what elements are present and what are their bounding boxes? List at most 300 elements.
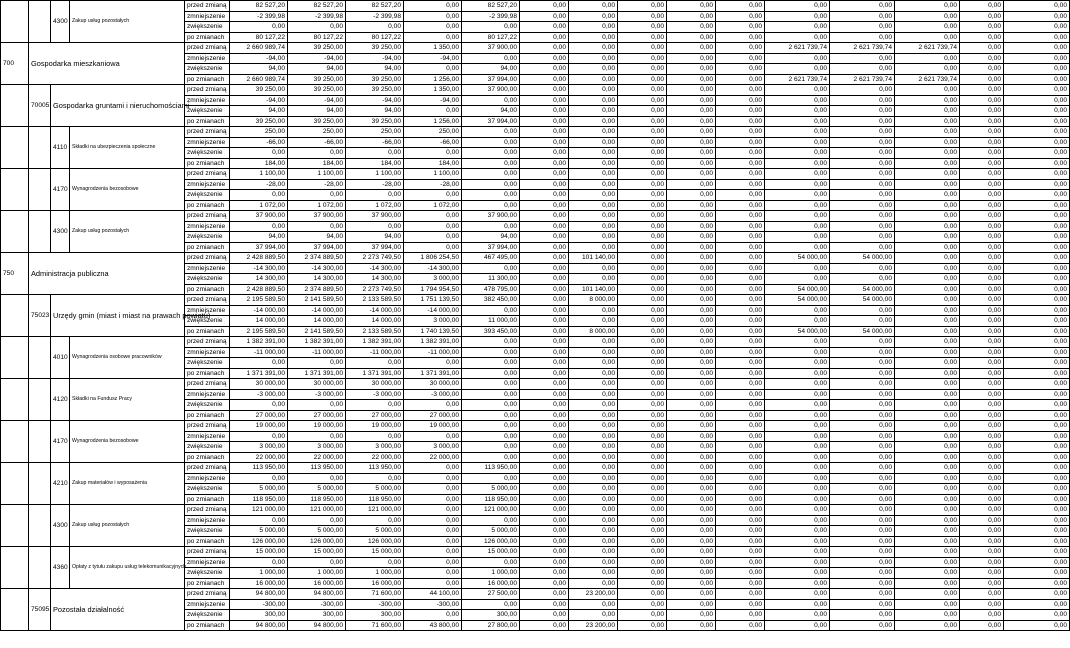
amount-cell: -3 000,00 bbox=[346, 389, 404, 400]
amount-cell: 0,00 bbox=[716, 473, 765, 484]
amount-cell: 2 621 739,74 bbox=[830, 43, 895, 54]
amount-cell: 0,00 bbox=[895, 389, 960, 400]
amount-cell: 37 994,00 bbox=[462, 242, 520, 253]
amount-cell: -11 000,00 bbox=[230, 347, 288, 358]
amount-cell: 0,00 bbox=[667, 53, 716, 64]
amount-cell: 0,00 bbox=[765, 610, 830, 621]
amount-cell: -94,00 bbox=[288, 95, 346, 106]
amount-cell: 0,00 bbox=[960, 557, 1004, 568]
dzial-cell bbox=[1, 169, 29, 211]
rozdzial-cell: 75095 bbox=[29, 589, 51, 631]
amount-cell: 0,00 bbox=[462, 263, 520, 274]
amount-cell: 15 000,00 bbox=[462, 547, 520, 558]
amount-cell: 0,00 bbox=[618, 190, 667, 201]
amount-cell: 0,00 bbox=[569, 515, 618, 526]
amount-cell: 0,00 bbox=[404, 473, 462, 484]
amount-cell: 0,00 bbox=[830, 127, 895, 138]
amount-cell: 0,00 bbox=[830, 211, 895, 222]
amount-cell: 0,00 bbox=[618, 137, 667, 148]
amount-cell: 0,00 bbox=[765, 568, 830, 579]
amount-cell: 0,00 bbox=[716, 127, 765, 138]
amount-cell: 0,00 bbox=[830, 22, 895, 33]
amount-cell: 0,00 bbox=[462, 137, 520, 148]
amount-cell: 0,00 bbox=[765, 211, 830, 222]
amount-cell: 3 000,00 bbox=[404, 274, 462, 285]
amount-cell: 0,00 bbox=[569, 568, 618, 579]
amount-cell: 0,00 bbox=[569, 85, 618, 96]
table-row bbox=[1, 505, 1070, 516]
amount-cell: 0,00 bbox=[716, 599, 765, 610]
amount-cell: 0,00 bbox=[667, 32, 716, 43]
amount-cell: 0,00 bbox=[895, 127, 960, 138]
amount-cell: 0,00 bbox=[765, 389, 830, 400]
amount-cell: 54 000,00 bbox=[765, 326, 830, 337]
amount-cell: 0,00 bbox=[1004, 337, 1070, 348]
amount-cell: 0,00 bbox=[404, 242, 462, 253]
change-type-label: zmniejszenie bbox=[185, 473, 230, 484]
amount-cell: -300,00 bbox=[288, 599, 346, 610]
amount-cell: 0,00 bbox=[569, 221, 618, 232]
amount-cell: 0,00 bbox=[1004, 358, 1070, 369]
amount-cell: 0,00 bbox=[569, 305, 618, 316]
amount-cell: 0,00 bbox=[462, 452, 520, 463]
amount-cell: -11 000,00 bbox=[346, 347, 404, 358]
amount-cell: 113 950,00 bbox=[346, 463, 404, 474]
amount-cell: 0,00 bbox=[765, 305, 830, 316]
amount-cell: 0,00 bbox=[230, 557, 288, 568]
change-type-label: po zmianach bbox=[185, 242, 230, 253]
amount-cell: 0,00 bbox=[667, 284, 716, 295]
change-type-label: zwiększenie bbox=[185, 526, 230, 537]
paragraf-cell: 4010 bbox=[51, 337, 70, 379]
amount-cell: 0,00 bbox=[462, 421, 520, 432]
amount-cell: 0,00 bbox=[765, 1, 830, 12]
amount-cell: -66,00 bbox=[346, 137, 404, 148]
amount-cell: 2 195 589,50 bbox=[230, 295, 288, 306]
amount-cell: 0,00 bbox=[960, 232, 1004, 243]
amount-cell: 0,00 bbox=[618, 326, 667, 337]
amount-cell: 82 527,20 bbox=[462, 1, 520, 12]
amount-cell: 0,00 bbox=[667, 106, 716, 117]
amount-cell: 94,00 bbox=[230, 232, 288, 243]
amount-cell: 0,00 bbox=[765, 547, 830, 558]
amount-cell: -2 399,98 bbox=[346, 11, 404, 22]
change-type-label: zmniejszenie bbox=[185, 179, 230, 190]
amount-cell: 14 300,00 bbox=[230, 274, 288, 285]
amount-cell: 0,00 bbox=[462, 379, 520, 390]
amount-cell: 0,00 bbox=[895, 116, 960, 127]
amount-cell: 0,00 bbox=[1004, 22, 1070, 33]
amount-cell: 0,00 bbox=[895, 400, 960, 411]
amount-cell: 37 900,00 bbox=[288, 211, 346, 222]
amount-cell: 0,00 bbox=[895, 232, 960, 243]
amount-cell: 1 100,00 bbox=[346, 169, 404, 180]
amount-cell: 0,00 bbox=[520, 463, 569, 474]
amount-cell: 0,00 bbox=[462, 22, 520, 33]
amount-cell: 0,00 bbox=[618, 253, 667, 264]
amount-cell: 0,00 bbox=[462, 347, 520, 358]
amount-cell: 0,00 bbox=[716, 116, 765, 127]
amount-cell: 0,00 bbox=[895, 137, 960, 148]
amount-cell: 0,00 bbox=[569, 263, 618, 274]
amount-cell: 0,00 bbox=[462, 410, 520, 421]
amount-cell: 0,00 bbox=[960, 106, 1004, 117]
amount-cell: 0,00 bbox=[346, 148, 404, 159]
change-type-label: po zmianach bbox=[185, 326, 230, 337]
amount-cell: 0,00 bbox=[716, 347, 765, 358]
amount-cell: 0,00 bbox=[716, 11, 765, 22]
amount-cell: 0,00 bbox=[569, 158, 618, 169]
amount-cell: 0,00 bbox=[716, 221, 765, 232]
amount-cell: -14 000,00 bbox=[346, 305, 404, 316]
amount-cell: 37 900,00 bbox=[346, 211, 404, 222]
amount-cell: 0,00 bbox=[765, 578, 830, 589]
amount-cell: 0,00 bbox=[895, 578, 960, 589]
amount-cell: -14 300,00 bbox=[404, 263, 462, 274]
amount-cell: -66,00 bbox=[288, 137, 346, 148]
amount-cell: 0,00 bbox=[520, 620, 569, 631]
amount-cell: 0,00 bbox=[1004, 179, 1070, 190]
amount-cell: 0,00 bbox=[960, 599, 1004, 610]
amount-cell: 0,00 bbox=[618, 200, 667, 211]
amount-cell: 0,00 bbox=[960, 11, 1004, 22]
item-name-cell: Gospodarka mieszkaniowa bbox=[29, 43, 185, 85]
amount-cell: 0,00 bbox=[830, 389, 895, 400]
amount-cell: 0,00 bbox=[960, 74, 1004, 85]
change-type-label: zmniejszenie bbox=[185, 431, 230, 442]
amount-cell: 0,00 bbox=[520, 22, 569, 33]
amount-cell: 0,00 bbox=[716, 505, 765, 516]
change-type-label: zmniejszenie bbox=[185, 305, 230, 316]
rozdzial-cell bbox=[29, 1, 51, 43]
amount-cell: 0,00 bbox=[569, 232, 618, 243]
amount-cell: 0,00 bbox=[667, 473, 716, 484]
amount-cell: 0,00 bbox=[830, 589, 895, 600]
change-type-label: po zmianach bbox=[185, 368, 230, 379]
amount-cell: 0,00 bbox=[520, 358, 569, 369]
amount-cell: 0,00 bbox=[895, 547, 960, 558]
amount-cell: 0,00 bbox=[765, 316, 830, 327]
amount-cell: -300,00 bbox=[230, 599, 288, 610]
amount-cell: 0,00 bbox=[520, 589, 569, 600]
item-name-cell: Zakup materiałów i wyposażenia bbox=[70, 463, 185, 505]
amount-cell: 0,00 bbox=[520, 557, 569, 568]
amount-cell: 0,00 bbox=[520, 347, 569, 358]
amount-cell: 1 751 139,50 bbox=[404, 295, 462, 306]
change-type-label: zmniejszenie bbox=[185, 515, 230, 526]
amount-cell: -11 000,00 bbox=[404, 347, 462, 358]
amount-cell: 16 000,00 bbox=[462, 578, 520, 589]
amount-cell: 118 950,00 bbox=[230, 494, 288, 505]
change-type-label: przed zmianą bbox=[185, 85, 230, 96]
amount-cell: 0,00 bbox=[1004, 242, 1070, 253]
amount-cell: -28,00 bbox=[288, 179, 346, 190]
amount-cell: 22 000,00 bbox=[346, 452, 404, 463]
amount-cell: 0,00 bbox=[765, 368, 830, 379]
amount-cell: 0,00 bbox=[1004, 410, 1070, 421]
change-type-label: po zmianach bbox=[185, 32, 230, 43]
amount-cell: 0,00 bbox=[1004, 473, 1070, 484]
amount-cell: 0,00 bbox=[1004, 284, 1070, 295]
amount-cell: 0,00 bbox=[520, 169, 569, 180]
amount-cell: 0,00 bbox=[716, 557, 765, 568]
amount-cell: 71 600,00 bbox=[346, 589, 404, 600]
amount-cell: 0,00 bbox=[520, 137, 569, 148]
amount-cell: 0,00 bbox=[230, 190, 288, 201]
amount-cell: 0,00 bbox=[716, 106, 765, 117]
amount-cell: -28,00 bbox=[346, 179, 404, 190]
amount-cell: 2 133 589,50 bbox=[346, 295, 404, 306]
amount-cell: 0,00 bbox=[569, 211, 618, 222]
dzial-cell bbox=[1, 85, 29, 127]
amount-cell: 16 000,00 bbox=[288, 578, 346, 589]
amount-cell: 0,00 bbox=[716, 305, 765, 316]
amount-cell: 0,00 bbox=[667, 295, 716, 306]
amount-cell: 0,00 bbox=[960, 463, 1004, 474]
amount-cell: 0,00 bbox=[520, 316, 569, 327]
amount-cell: 0,00 bbox=[520, 547, 569, 558]
change-type-label: zwiększenie bbox=[185, 274, 230, 285]
amount-cell: 0,00 bbox=[520, 53, 569, 64]
amount-cell: 478 795,00 bbox=[462, 284, 520, 295]
amount-cell: 0,00 bbox=[716, 463, 765, 474]
amount-cell: 126 000,00 bbox=[346, 536, 404, 547]
amount-cell: 0,00 bbox=[404, 484, 462, 495]
amount-cell: 0,00 bbox=[569, 22, 618, 33]
amount-cell: 0,00 bbox=[667, 589, 716, 600]
amount-cell: 22 000,00 bbox=[288, 452, 346, 463]
amount-cell: 94,00 bbox=[288, 64, 346, 75]
amount-cell: 0,00 bbox=[960, 389, 1004, 400]
amount-cell: 0,00 bbox=[960, 620, 1004, 631]
amount-cell: 94,00 bbox=[288, 106, 346, 117]
change-type-label: przed zmianą bbox=[185, 43, 230, 54]
amount-cell: 0,00 bbox=[404, 515, 462, 526]
amount-cell: 0,00 bbox=[895, 515, 960, 526]
amount-cell: 0,00 bbox=[895, 1, 960, 12]
amount-cell: 0,00 bbox=[462, 148, 520, 159]
change-type-label: zwiększenie bbox=[185, 610, 230, 621]
amount-cell: -14 300,00 bbox=[230, 263, 288, 274]
amount-cell: 0,00 bbox=[1004, 599, 1070, 610]
amount-cell: 0,00 bbox=[667, 85, 716, 96]
amount-cell: 0,00 bbox=[667, 505, 716, 516]
amount-cell: 0,00 bbox=[618, 263, 667, 274]
amount-cell: 0,00 bbox=[830, 169, 895, 180]
amount-cell: 0,00 bbox=[288, 358, 346, 369]
amount-cell: 0,00 bbox=[716, 200, 765, 211]
amount-cell: 0,00 bbox=[569, 536, 618, 547]
amount-cell: 0,00 bbox=[830, 148, 895, 159]
item-name-cell: Wynagrodzenia osobowe pracowników bbox=[70, 337, 185, 379]
amount-cell: 0,00 bbox=[716, 274, 765, 285]
change-type-label: przed zmianą bbox=[185, 127, 230, 138]
item-name-cell: Składki na ubezpieczenia społeczne bbox=[70, 127, 185, 169]
amount-cell: 0,00 bbox=[895, 431, 960, 442]
amount-cell: 0,00 bbox=[1004, 95, 1070, 106]
amount-cell: 0,00 bbox=[618, 473, 667, 484]
amount-cell: 0,00 bbox=[618, 127, 667, 138]
amount-cell: 0,00 bbox=[618, 610, 667, 621]
amount-cell: 0,00 bbox=[765, 526, 830, 537]
amount-cell: 0,00 bbox=[830, 505, 895, 516]
amount-cell: 0,00 bbox=[716, 494, 765, 505]
amount-cell: 0,00 bbox=[520, 536, 569, 547]
amount-cell: 0,00 bbox=[618, 43, 667, 54]
amount-cell: 0,00 bbox=[895, 64, 960, 75]
change-type-label: zmniejszenie bbox=[185, 599, 230, 610]
amount-cell: 94 800,00 bbox=[230, 589, 288, 600]
amount-cell: 2 621 739,74 bbox=[830, 74, 895, 85]
change-type-label: po zmianach bbox=[185, 578, 230, 589]
amount-cell: 0,00 bbox=[569, 389, 618, 400]
amount-cell: -94,00 bbox=[230, 53, 288, 64]
amount-cell: 0,00 bbox=[960, 1, 1004, 12]
amount-cell: 54 000,00 bbox=[765, 284, 830, 295]
amount-cell: 0,00 bbox=[462, 305, 520, 316]
amount-cell: 0,00 bbox=[895, 221, 960, 232]
amount-cell: 0,00 bbox=[960, 610, 1004, 621]
amount-cell: 19 000,00 bbox=[346, 421, 404, 432]
amount-cell: 0,00 bbox=[895, 242, 960, 253]
amount-cell: 0,00 bbox=[1004, 505, 1070, 516]
amount-cell: 0,00 bbox=[288, 221, 346, 232]
amount-cell: 0,00 bbox=[520, 326, 569, 337]
amount-cell: 0,00 bbox=[895, 463, 960, 474]
amount-cell: 0,00 bbox=[618, 221, 667, 232]
amount-cell: 0,00 bbox=[520, 253, 569, 264]
item-name-cell: Urzędy gmin (miast i miast na prawach powiatu) bbox=[51, 295, 185, 337]
amount-cell: 0,00 bbox=[716, 1, 765, 12]
amount-cell: 0,00 bbox=[830, 568, 895, 579]
amount-cell: 19 000,00 bbox=[404, 421, 462, 432]
amount-cell: 0,00 bbox=[569, 452, 618, 463]
change-type-label: po zmianach bbox=[185, 536, 230, 547]
change-type-label: zwiększenie bbox=[185, 106, 230, 117]
amount-cell: 0,00 bbox=[569, 274, 618, 285]
amount-cell: 0,00 bbox=[404, 11, 462, 22]
amount-cell: 0,00 bbox=[830, 536, 895, 547]
amount-cell: 0,00 bbox=[667, 431, 716, 442]
dzial-cell: 750 bbox=[1, 253, 29, 295]
amount-cell: 0,00 bbox=[618, 32, 667, 43]
amount-cell: 0,00 bbox=[765, 337, 830, 348]
paragraf-cell: 4210 bbox=[51, 463, 70, 505]
amount-cell: 2 141 589,50 bbox=[288, 295, 346, 306]
amount-cell: 2 195 589,50 bbox=[230, 326, 288, 337]
amount-cell: 2 621 739,74 bbox=[765, 43, 830, 54]
amount-cell: 0,00 bbox=[230, 431, 288, 442]
amount-cell: 0,00 bbox=[960, 242, 1004, 253]
amount-cell: 3 000,00 bbox=[346, 442, 404, 453]
amount-cell: 0,00 bbox=[667, 494, 716, 505]
amount-cell: 0,00 bbox=[569, 127, 618, 138]
amount-cell: 0,00 bbox=[520, 431, 569, 442]
change-type-label: zwiększenie bbox=[185, 148, 230, 159]
amount-cell: 0,00 bbox=[716, 95, 765, 106]
amount-cell: 1 000,00 bbox=[288, 568, 346, 579]
amount-cell: 0,00 bbox=[830, 599, 895, 610]
amount-cell: 0,00 bbox=[830, 190, 895, 201]
amount-cell: 0,00 bbox=[765, 190, 830, 201]
amount-cell: 300,00 bbox=[230, 610, 288, 621]
amount-cell: 0,00 bbox=[895, 22, 960, 33]
amount-cell: 39 250,00 bbox=[346, 116, 404, 127]
amount-cell: 0,00 bbox=[618, 305, 667, 316]
amount-cell: 0,00 bbox=[462, 200, 520, 211]
amount-cell: -2 399,98 bbox=[288, 11, 346, 22]
amount-cell: 0,00 bbox=[830, 473, 895, 484]
amount-cell: 3 000,00 bbox=[288, 442, 346, 453]
amount-cell: 0,00 bbox=[830, 379, 895, 390]
amount-cell: 0,00 bbox=[520, 400, 569, 411]
amount-cell: 27 000,00 bbox=[404, 410, 462, 421]
amount-cell: 37 994,00 bbox=[288, 242, 346, 253]
amount-cell: 0,00 bbox=[830, 274, 895, 285]
amount-cell: 1 371 391,00 bbox=[346, 368, 404, 379]
amount-cell: 0,00 bbox=[1004, 74, 1070, 85]
amount-cell: 0,00 bbox=[520, 368, 569, 379]
amount-cell: 0,00 bbox=[765, 263, 830, 274]
change-type-label: przed zmianą bbox=[185, 421, 230, 432]
table-row bbox=[1, 379, 1070, 390]
amount-cell: 0,00 bbox=[830, 32, 895, 43]
amount-cell: 0,00 bbox=[895, 169, 960, 180]
amount-cell: 0,00 bbox=[404, 557, 462, 568]
amount-cell: 0,00 bbox=[618, 463, 667, 474]
amount-cell: 80 127,22 bbox=[346, 32, 404, 43]
amount-cell: 0,00 bbox=[520, 1, 569, 12]
amount-cell: 0,00 bbox=[716, 53, 765, 64]
amount-cell: 0,00 bbox=[895, 211, 960, 222]
amount-cell: 16 000,00 bbox=[230, 578, 288, 589]
amount-cell: 0,00 bbox=[895, 526, 960, 537]
amount-cell: 0,00 bbox=[520, 95, 569, 106]
amount-cell: 0,00 bbox=[618, 85, 667, 96]
amount-cell: 0,00 bbox=[765, 158, 830, 169]
change-type-label: przed zmianą bbox=[185, 547, 230, 558]
amount-cell: 0,00 bbox=[765, 557, 830, 568]
amount-cell: 0,00 bbox=[667, 190, 716, 201]
change-type-label: zwiększenie bbox=[185, 22, 230, 33]
amount-cell: 0,00 bbox=[230, 22, 288, 33]
amount-cell: 0,00 bbox=[569, 106, 618, 117]
amount-cell: 0,00 bbox=[716, 284, 765, 295]
amount-cell: 0,00 bbox=[895, 442, 960, 453]
amount-cell: 0,00 bbox=[895, 368, 960, 379]
dzial-cell bbox=[1, 127, 29, 169]
amount-cell: 0,00 bbox=[1004, 211, 1070, 222]
item-name-cell: Zakup usług pozostałych bbox=[70, 211, 185, 253]
amount-cell: 0,00 bbox=[960, 95, 1004, 106]
amount-cell: 0,00 bbox=[346, 557, 404, 568]
amount-cell: 0,00 bbox=[765, 473, 830, 484]
amount-cell: 0,00 bbox=[960, 421, 1004, 432]
amount-cell: 0,00 bbox=[960, 32, 1004, 43]
amount-cell: 0,00 bbox=[960, 515, 1004, 526]
amount-cell: 1 256,00 bbox=[404, 74, 462, 85]
amount-cell: 0,00 bbox=[404, 505, 462, 516]
amount-cell: 0,00 bbox=[618, 316, 667, 327]
amount-cell: 0,00 bbox=[569, 316, 618, 327]
amount-cell: 0,00 bbox=[895, 473, 960, 484]
amount-cell: 0,00 bbox=[716, 148, 765, 159]
amount-cell: 43 800,00 bbox=[404, 620, 462, 631]
amount-cell: 0,00 bbox=[618, 53, 667, 64]
amount-cell: 0,00 bbox=[960, 200, 1004, 211]
amount-cell: 0,00 bbox=[830, 232, 895, 243]
amount-cell: 27 000,00 bbox=[346, 410, 404, 421]
